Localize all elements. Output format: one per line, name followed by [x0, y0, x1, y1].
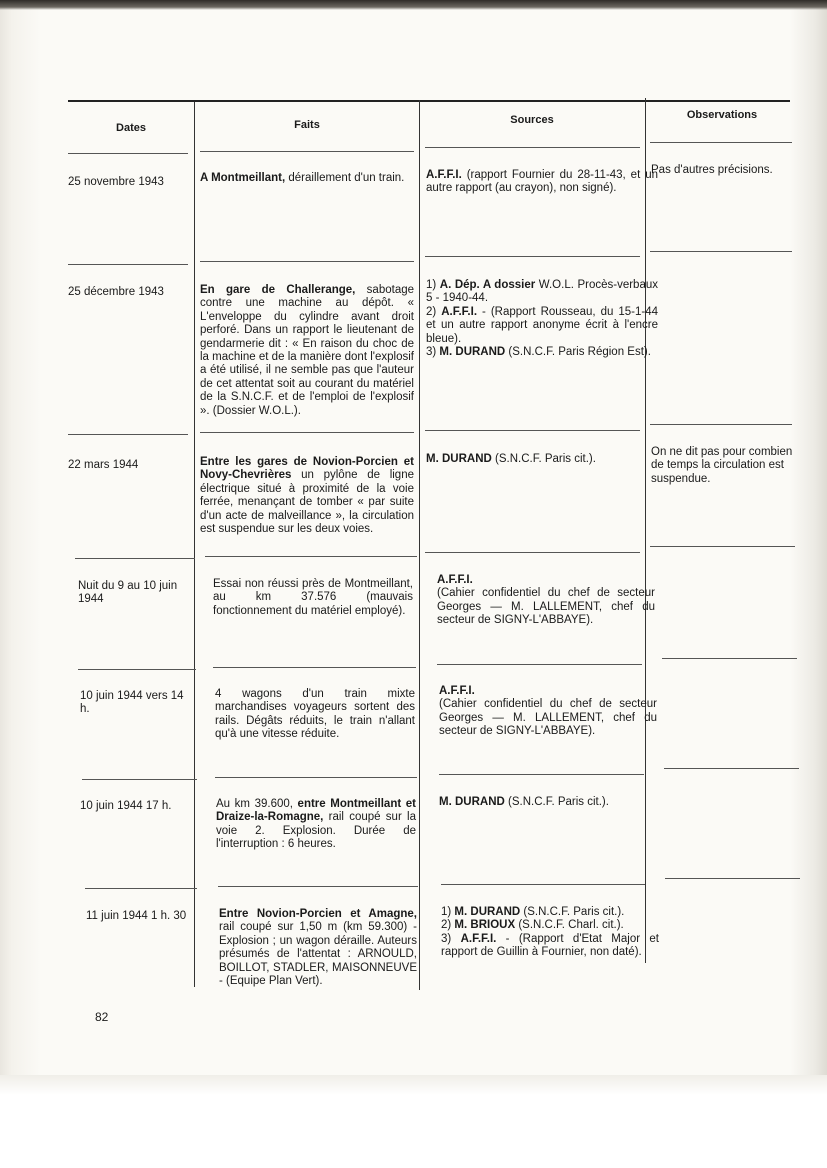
row-6-sources — [439, 796, 657, 809]
bold-segment: Entre les gares de Novion-Porcien et Novy-Chevrières — [200, 456, 414, 482]
row-separator — [82, 779, 197, 780]
row-separator — [664, 768, 799, 769]
row-5-sources — [439, 685, 657, 739]
bold-segment: M. DURAND — [439, 796, 505, 808]
row-7-sources — [441, 906, 659, 960]
header-dates: Dates — [116, 122, 146, 134]
row-2-date: 25 décembre 1943 — [68, 286, 164, 298]
row-separator — [75, 558, 195, 559]
header-separator — [650, 142, 792, 143]
header-separator — [68, 153, 188, 154]
row-6-faits — [216, 798, 416, 852]
text-segment: un pylône de ligne électrique situé à proximité de la voie ferrée, menançant de tomber « par suite d'un acte de malveillance », la circulation est suspendue sur les deux voies. — [200, 469, 414, 536]
column-divider-2 — [419, 100, 420, 990]
row-7-faits — [219, 908, 417, 988]
text-segment: 1) — [441, 906, 455, 918]
text-segment: rail coupé sur la voie 2. Explosion. Durée de l'interruption : 6 heures. — [216, 811, 416, 851]
text-segment: (S.N.C.F. Paris cit.). — [520, 906, 625, 918]
text-segment: 3) — [426, 346, 440, 359]
text-segment: déraillement d'un train. — [285, 172, 405, 184]
text-segment: 1) — [426, 279, 440, 291]
text-segment: sabotage contre une machine au dépôt. « L'enveloppe du cylindre avant droit perforé. Dans un rapport le lieutenant de gendarmerie dit : « En raison du choc de la machine et de la manière dont l'explosif a été utilisé, il ne semble pas que l'auteur de cet attentat soit au courant du matériel de la S.N.C.F. et de l'emploi de l'explosif ». (Dossier W.O.L.). — [200, 284, 415, 417]
row-1-sources — [426, 169, 658, 196]
row-1-faits — [200, 172, 414, 185]
row-separator — [68, 264, 188, 265]
page-number: 82 — [95, 1010, 109, 1024]
row-separator — [213, 667, 416, 668]
bold-segment: Entre Novion-Porcien et Amagne, — [219, 908, 417, 920]
bold-segment: A.F.F.I. — [437, 574, 473, 586]
bold-segment: A.F.F.I. — [426, 169, 462, 181]
row-separator — [425, 552, 640, 553]
text-segment: 2) — [426, 305, 442, 318]
row-1-observations: Pas d'autres précisions. — [651, 164, 773, 176]
text-segment: W.O.L. Procès-verbaux 5 - 1940-44. — [426, 279, 658, 305]
row-3-sources — [426, 453, 658, 466]
row-separator — [439, 774, 644, 775]
header-faits: Faits — [294, 119, 320, 131]
row-separator — [205, 556, 417, 557]
text-segment: - (Rapport d'Etat Major et rapport de Guillin à Fournier, non daté). — [441, 932, 659, 959]
table-top-rule — [68, 100, 790, 102]
row-5-faits — [215, 688, 415, 742]
row-4-date: Nuit du 9 au 10 juin 1944 — [78, 580, 178, 606]
header-sources: Sources — [510, 114, 554, 126]
bold-segment: A.F.F.I. — [441, 305, 478, 318]
row-separator — [68, 434, 188, 435]
row-separator — [437, 664, 642, 665]
header-observations: Observations — [686, 109, 758, 121]
row-separator — [650, 424, 792, 425]
row-separator — [662, 658, 797, 659]
bold-segment: A.F.F.I. — [439, 685, 475, 697]
bold-segment: M. BRIOUX — [454, 919, 516, 932]
scan-top-edge — [0, 0, 827, 10]
bold-segment: A. Dép. A dossier — [439, 279, 536, 291]
row-separator — [85, 888, 197, 889]
row-6-date: 10 juin 1944 17 h. — [80, 800, 172, 812]
row-5-date: 10 juin 1944 vers 14 h. — [80, 690, 184, 716]
header-separator — [200, 151, 414, 152]
bold-segment: M. DURAND — [426, 453, 492, 465]
row-3-observations: On ne dit pas pour combien de temps la circulation est suspendue. — [651, 446, 793, 485]
text-segment: 3) — [441, 932, 461, 945]
row-separator — [425, 430, 640, 431]
row-separator — [200, 261, 414, 262]
bold-segment: M. DURAND — [454, 906, 521, 918]
text-segment: (rapport Fournier du 28-11-43, et un autre rapport (au crayon), non signé). — [426, 169, 658, 195]
row-separator — [215, 777, 417, 778]
bold-segment: A.F.F.I. — [460, 932, 497, 945]
row-separator — [650, 546, 795, 547]
row-separator — [200, 432, 414, 433]
row-3-date: 22 mars 1944 — [68, 459, 139, 471]
text-segment: - (Rapport Rousseau, du 15-1-44 et un autre rapport anonyme écrit à l'encre bleue). — [426, 305, 658, 345]
row-separator — [218, 886, 418, 887]
column-divider-1 — [194, 102, 195, 987]
row-1-date: 25 novembre 1943 — [68, 176, 164, 188]
text-segment: Au km 39.600, — [216, 798, 298, 810]
row-separator — [665, 878, 800, 879]
row-7-date: 11 juin 1944 1 h. 30 — [86, 910, 187, 922]
row-4-faits — [213, 578, 413, 618]
row-separator — [425, 256, 640, 257]
text-segment: (Cahier confidentiel du chef de secteur Georges — M. LALLEMENT, chef du secteur de SIGNY-L'ABBAYE). — [439, 698, 657, 738]
text-segment: 4 wagons d'un train mixte marchandises voyageurs sortent des rails. Dégâts réduits, le train n'allant qu'à une vitesse réduite. — [215, 688, 415, 741]
row-separator — [78, 669, 196, 670]
text-segment: Essai non réussi près de Montmeillant, au km 37.576 (mauvais fonctionnement du matériel employé). — [213, 578, 413, 617]
row-3-faits — [200, 456, 414, 536]
text-segment: (Cahier confidentiel du chef de secteur Georges — M. LALLEMENT, chef du secteur de SIGNY-L'ABBAYE). — [437, 587, 655, 627]
bold-segment: A Montmeillant, — [200, 172, 286, 184]
text-segment: (S.N.C.F. Paris Région Est). — [505, 346, 651, 359]
row-separator — [441, 884, 645, 885]
header-separator — [425, 147, 640, 148]
text-segment: rail coupé sur 1,50 m (km 59.300) - Explosion ; un wagon déraille. Auteurs présumés de l'attentat : ARNOULD, BOILLOT, STADLER, MAISONNEUVE - (Equipe Plan Vert). — [219, 921, 417, 988]
text-segment: 2) — [441, 919, 455, 932]
text-segment: (S.N.C.F. Paris cit.). — [504, 796, 609, 808]
bold-segment: M. DURAND — [439, 346, 506, 359]
text-segment: (S.N.C.F. Paris cit.). — [491, 453, 596, 465]
row-2-faits — [200, 284, 414, 418]
row-2-sources — [426, 279, 658, 359]
bold-segment: entre Montmeillant et Draize-la-Romagne, — [216, 798, 416, 824]
row-4-sources — [437, 574, 655, 628]
bold-segment: En gare de Challerange, — [200, 284, 356, 296]
row-separator — [650, 251, 792, 252]
text-segment: (S.N.C.F. Charl. cit.). — [515, 919, 624, 932]
column-divider-3 — [645, 98, 646, 963]
scan-bottom-edge — [0, 1075, 827, 1168]
